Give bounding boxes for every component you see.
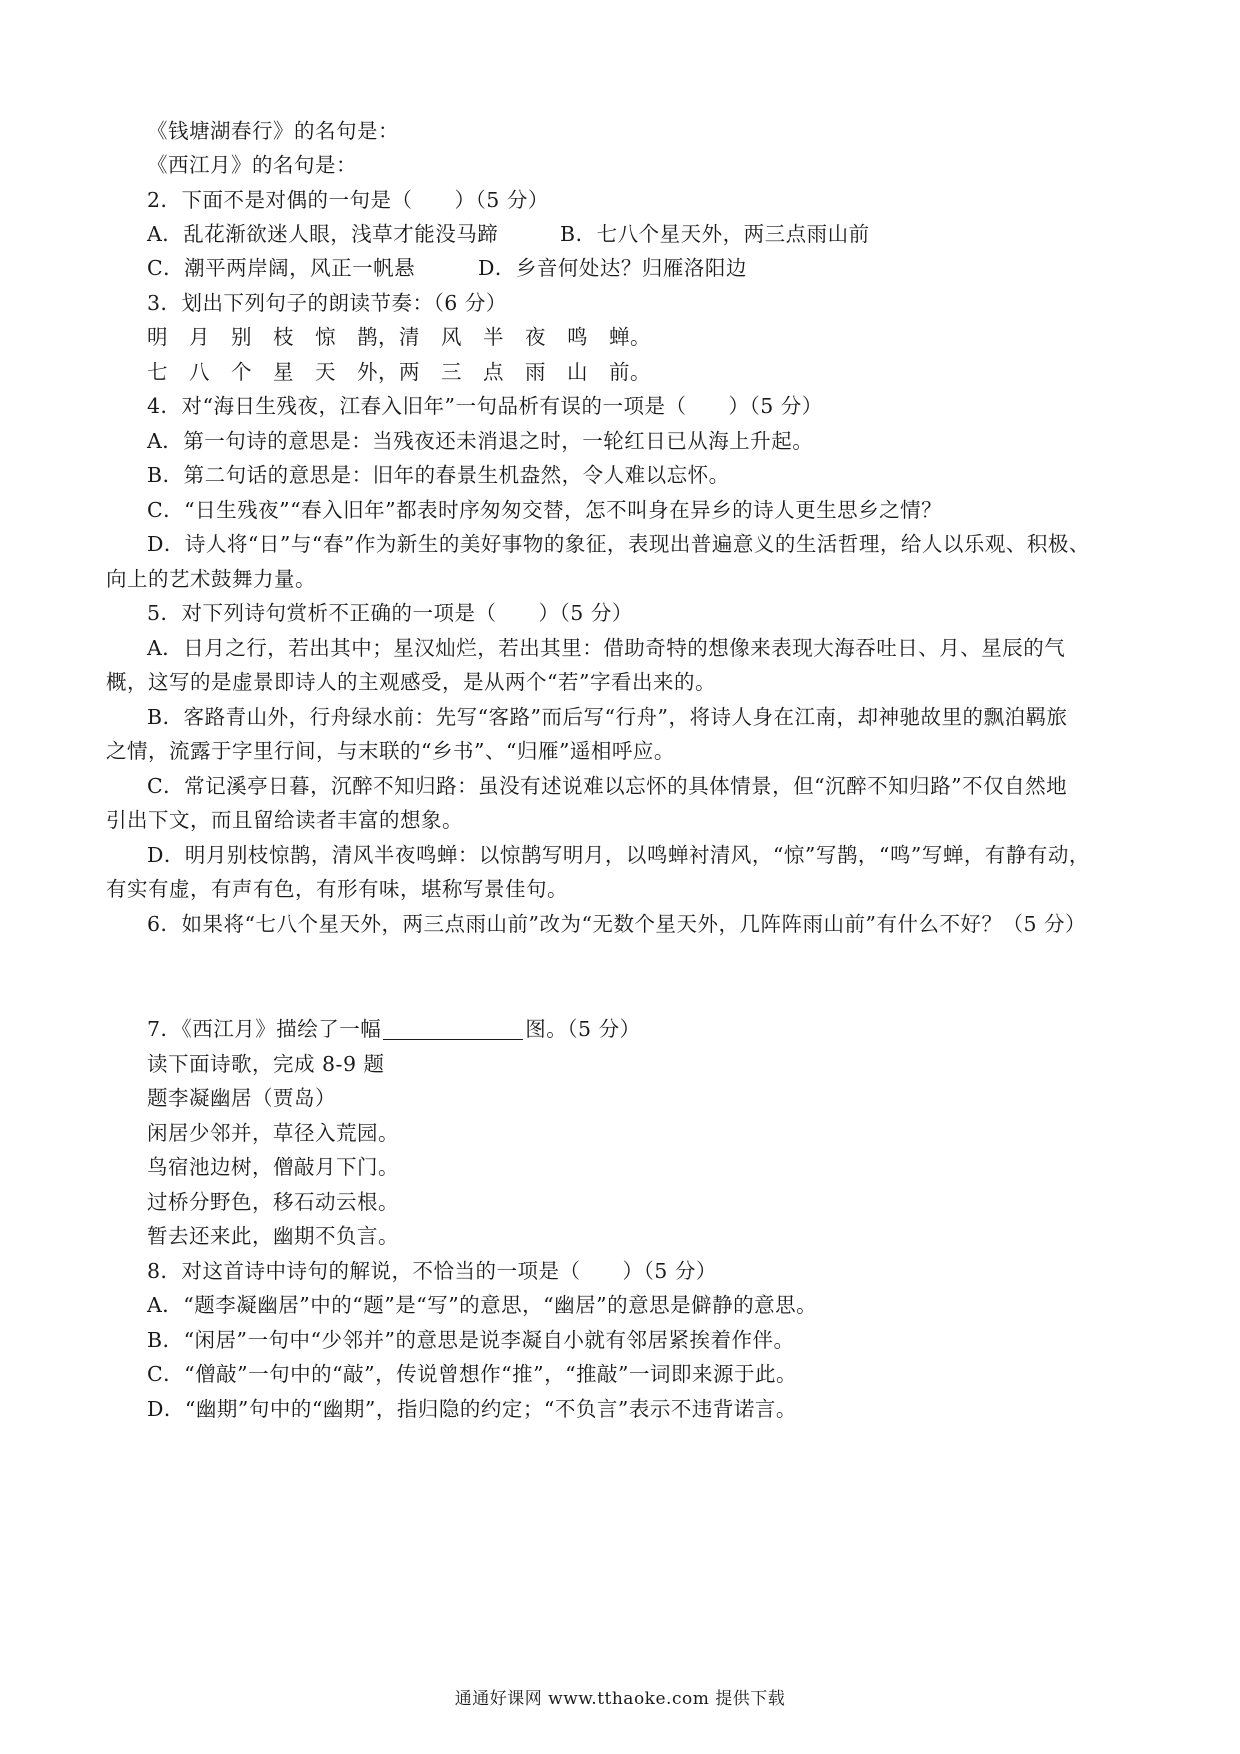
q4-option-c: C．“日生残夜”“春入旧年”都表时序匆匆交替，怎不叫身在异乡的诗人更生思乡之情？ (147, 498, 943, 522)
q5-option-c-cont: 引出下文，而且留给读者丰富的想象。 (106, 808, 463, 832)
question-6: 6．如果将“七八个星天外，两三点雨山前”改为“无数个星天外，几阵阵雨山前”有什么不好？（5 分） (147, 912, 1087, 936)
q8-option-a: A．“题李凝幽居”中的“题”是“写”的意思，“幽居”的意思是僻静的意思。 (147, 1293, 818, 1317)
rhythm-line-2: 七 八 个 星 天 外，两 三 点 雨 山 前。 (147, 360, 651, 384)
poem-title: 题李凝幽居（贾岛） (147, 1086, 336, 1110)
question-8: 8．对这首诗中诗句的解说，不恰当的一项是（ ）（5 分） (147, 1259, 717, 1283)
q4-option-d: D．诗人将“日”与“春”作为新生的美好事物的象征，表现出普遍意义的生活哲理，给人以乐观、积极、 (147, 532, 1090, 556)
q5-option-c: C．常记溪亭日暮，沉醉不知归路：虽没有述说难以忘怀的具体情景，但“沉醉不知归路”不仅自然地 (147, 774, 1068, 798)
q8-option-b: B．“闲居”一句中“少邻并”的意思是说李凝自小就有邻居紧挨着作伴。 (147, 1328, 795, 1352)
q5-option-a-cont: 概，这写的是虚景即诗人的主观感受，是从两个“若”字看出来的。 (106, 670, 716, 694)
poem-line-3: 过桥分野色，移石动云根。 (147, 1190, 399, 1214)
q2-option-c: C．潮平两岸阔，风正一帆悬 (147, 256, 416, 280)
question-7 (147, 1014, 641, 1044)
famous-line-qiantang: 《钱塘湖春行》的名句是： (147, 119, 399, 143)
q8-option-c: C．“僧敲”一句中的“敲”，传说曾想作“推”，“推敲”一词即来源于此。 (147, 1362, 798, 1386)
q5-option-a: A．日月之行，若出其中；星汉灿烂，若出其里：借助奇特的想像来表现大海吞吐日、月、星辰的气 (147, 636, 1066, 660)
q5-option-d: D．明月别枝惊鹊，清风半夜鸣蝉：以惊鹊写明月，以鸣蝉衬清风，“惊”写鹊，“鸣”写蝉，有静有动， (147, 843, 1090, 867)
famous-line-xijiangyue: 《西江月》的名句是： (147, 153, 357, 177)
q4-option-d-cont: 向上的艺术鼓舞力量。 (106, 567, 316, 591)
q7-text-end: 图。（5 分） (525, 1017, 641, 1041)
q4-option-b: B．第二句话的意思是：旧年的春景生机盎然，令人难以忘怀。 (147, 463, 730, 487)
q2-option-d: D．乡音何处达？归雁洛阳边 (478, 256, 747, 280)
footer-download-note: 通通好课网 www.tthaoke.com 提供下载 (454, 1689, 786, 1709)
reading-instruction: 读下面诗歌，完成 8-9 题 (147, 1052, 385, 1076)
poem-line-2: 鸟宿池边树，僧敲月下门。 (147, 1155, 399, 1179)
q5-option-b: B．客路青山外，行舟绿水前：先写“客路”而后写“行舟”，将诗人身在江南，却神驰故里的飘泊羁旅 (147, 705, 1068, 729)
poem-line-4: 暂去还来此，幽期不负言。 (147, 1224, 399, 1248)
q7-text: 7．《西江月》描绘了一幅 (147, 1017, 382, 1041)
poem-line-1: 闲居少邻并，草径入荒园。 (147, 1121, 399, 1145)
q2-option-b: B．七八个星天外，两三点雨山前 (560, 222, 870, 246)
q7-answer-blank[interactable] (383, 1017, 523, 1040)
q8-option-d: D．“幽期”句中的“幽期”，指归隐的约定；“不负言”表示不违背诺言。 (147, 1397, 797, 1421)
question-2: 2．下面不是对偶的一句是（ ）（5 分） (147, 188, 549, 212)
q4-option-a: A．第一句诗的意思是：当残夜还未消退之时，一轮红日已从海上升起。 (147, 429, 814, 453)
question-4: 4．对“海日生残夜，江春入旧年”一句品析有误的一项是（ ）（5 分） (147, 394, 823, 418)
rhythm-line-1: 明 月 别 枝 惊 鹊，清 风 半 夜 鸣 蝉。 (147, 325, 651, 349)
q5-option-b-cont: 之情，流露于字里行间，与末联的“乡书”、“归雁”遥相呼应。 (106, 739, 675, 763)
question-5: 5．对下列诗句赏析不正确的一项是（ ）（5 分） (147, 601, 633, 625)
q5-option-d-cont: 有实有虚，有声有色，有形有味，堪称写景佳句。 (106, 877, 568, 901)
question-3: 3．划出下列句子的朗读节奏：（6 分） (147, 291, 507, 315)
q2-option-a: A．乱花渐欲迷人眼，浅草才能没马蹄 (147, 222, 499, 246)
